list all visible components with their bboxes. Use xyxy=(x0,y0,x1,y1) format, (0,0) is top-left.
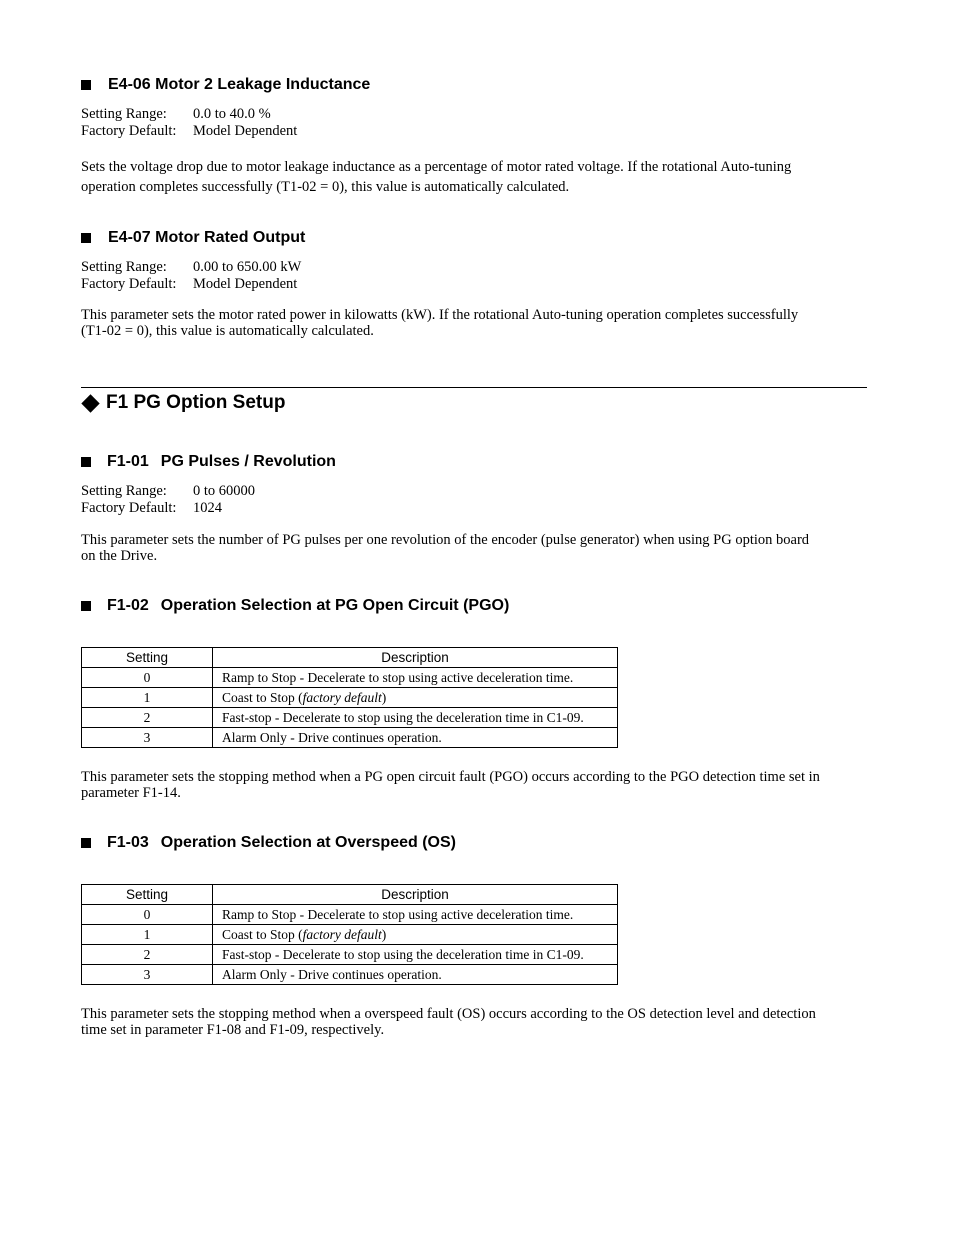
paragraph xyxy=(81,532,867,564)
table-header-row xyxy=(82,648,618,668)
description-cell xyxy=(213,688,618,708)
description-tail: ) xyxy=(381,926,387,942)
section-heading-e4-07 xyxy=(81,229,305,247)
range-label: Setting Range: xyxy=(81,106,167,122)
heading-text: E4-06 Motor 2 Leakage Inductance xyxy=(108,76,371,93)
setting-range-block xyxy=(81,259,867,293)
setting-range-block xyxy=(81,106,867,140)
paragraph-line: parameter F1-14. xyxy=(81,785,181,801)
description-text: Fast-stop - Decelerate to stop using the deceleration time in C1-09. xyxy=(222,709,584,725)
default-value: Model Dependent xyxy=(193,123,298,139)
description-italic: factory default xyxy=(302,926,382,942)
column-header-description: Description xyxy=(213,648,618,668)
table-row xyxy=(82,668,618,688)
table-row xyxy=(82,728,618,748)
paragraph-line: (T1-02 = 0), this value is automatically calculated. xyxy=(81,323,374,339)
paragraph xyxy=(81,769,867,801)
setting-cell: 0 xyxy=(82,668,213,688)
chapter-heading-f1 xyxy=(81,392,285,414)
paragraph-line: operation completes successfully (T1-02 = 0), this value is automatically calculated. xyxy=(81,179,570,195)
section-heading-f1-02 xyxy=(81,597,509,615)
setting-cell: 1 xyxy=(82,688,213,708)
table-row xyxy=(82,708,618,728)
paragraph-line: This parameter sets the stopping method when a PG open circuit fault (PGO) occurs according to the PGO detection time set in xyxy=(81,769,820,785)
description-text: Alarm Only - Drive continues operation. xyxy=(222,966,442,982)
paragraph-line: This parameter sets the number of PG pulses per one revolution of the encoder (pulse generator) when using PG option board xyxy=(81,532,810,548)
default-value: 1024 xyxy=(193,500,222,516)
description-cell xyxy=(213,905,618,925)
paragraph-line: on the Drive. xyxy=(81,548,158,564)
heading-code: F1-02 xyxy=(107,597,149,614)
heading-code: F1-03 xyxy=(107,834,149,851)
description-cell xyxy=(213,965,618,985)
heading-text: PG Pulses / Revolution xyxy=(160,453,336,470)
description-text: Ramp to Stop - Decelerate to stop using active deceleration time. xyxy=(222,906,574,922)
square-bullet-icon xyxy=(81,838,91,848)
range-value: 0.0 to 40.0 % xyxy=(193,106,271,122)
range-value: 0.00 to 650.00 kW xyxy=(193,259,302,275)
default-label: Factory Default: xyxy=(81,123,177,139)
column-header-description: Description xyxy=(213,885,618,905)
square-bullet-icon xyxy=(81,80,91,90)
section-heading-f1-03 xyxy=(81,834,456,852)
column-header-setting: Setting xyxy=(82,885,213,905)
description-text: Fast-stop - Decelerate to stop using the deceleration time in C1-09. xyxy=(222,946,584,962)
heading-text: Operation Selection at Overspeed (OS) xyxy=(160,834,456,851)
paragraph-line: Sets the voltage drop due to motor leakage inductance as a percentage of motor rated voltage. If the rotational Auto-tuning xyxy=(81,159,792,175)
heading-text: F1 PG Option Setup xyxy=(106,392,286,413)
section-heading-f1-01 xyxy=(81,453,336,471)
square-bullet-icon xyxy=(81,601,91,611)
settings-table-os xyxy=(81,884,618,985)
table-header-row xyxy=(82,885,618,905)
range-value: 0 to 60000 xyxy=(193,483,256,499)
paragraph xyxy=(81,157,867,197)
description-text: Coast to Stop ( xyxy=(222,926,303,942)
description-cell xyxy=(213,708,618,728)
range-label: Setting Range: xyxy=(81,259,167,275)
description-cell xyxy=(213,945,618,965)
description-cell xyxy=(213,925,618,945)
description-text: Alarm Only - Drive continues operation. xyxy=(222,729,442,745)
table-row xyxy=(82,965,618,985)
description-cell xyxy=(213,668,618,688)
paragraph xyxy=(81,1006,867,1038)
setting-cell: 3 xyxy=(82,728,213,748)
paragraph xyxy=(81,307,867,339)
paragraph-line: This parameter sets the motor rated power in kilowatts (kW). If the rotational Auto-tuning operation completes successfully xyxy=(81,307,799,323)
heading-code: F1-01 xyxy=(107,453,149,470)
default-label: Factory Default: xyxy=(81,276,177,292)
description-tail: ) xyxy=(381,689,387,705)
setting-range-block xyxy=(81,483,867,517)
settings-table-pgo xyxy=(81,647,618,748)
setting-cell: 2 xyxy=(82,945,213,965)
column-header-setting: Setting xyxy=(82,648,213,668)
setting-cell: 0 xyxy=(82,905,213,925)
description-text: Coast to Stop ( xyxy=(222,689,303,705)
default-value: Model Dependent xyxy=(193,276,298,292)
default-label: Factory Default: xyxy=(81,500,177,516)
paragraph-line: time set in parameter F1-08 and F1-09, respectively. xyxy=(81,1022,385,1038)
diamond-bullet-icon xyxy=(81,394,99,412)
section-divider xyxy=(81,387,867,388)
heading-text: Operation Selection at PG Open Circuit (PGO) xyxy=(160,597,510,614)
heading-text: E4-07 Motor Rated Output xyxy=(108,229,306,246)
setting-cell: 1 xyxy=(82,925,213,945)
description-cell xyxy=(213,728,618,748)
table-row xyxy=(82,925,618,945)
table-row xyxy=(82,945,618,965)
setting-cell: 3 xyxy=(82,965,213,985)
description-italic: factory default xyxy=(302,689,382,705)
table-row xyxy=(82,905,618,925)
square-bullet-icon xyxy=(81,457,91,467)
table-row xyxy=(82,688,618,708)
range-label: Setting Range: xyxy=(81,483,167,499)
description-text: Ramp to Stop - Decelerate to stop using active deceleration time. xyxy=(222,669,574,685)
paragraph-line: This parameter sets the stopping method when a overspeed fault (OS) occurs according to the OS detection level and detection xyxy=(81,1006,816,1022)
setting-cell: 2 xyxy=(82,708,213,728)
square-bullet-icon xyxy=(81,233,91,243)
section-heading-e4-06 xyxy=(81,76,370,94)
